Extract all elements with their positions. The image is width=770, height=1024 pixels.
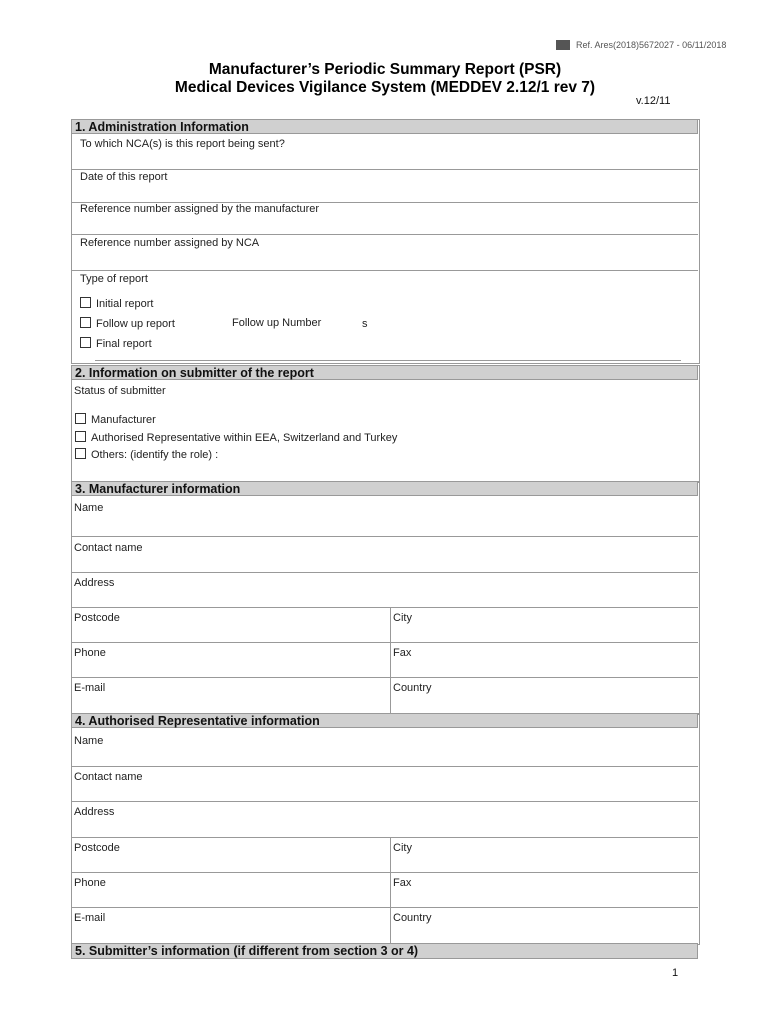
reference-stamp <box>556 40 726 50</box>
s4-phone-label: Phone <box>74 877 106 889</box>
s3-city-label: City <box>393 612 412 624</box>
section3-heading: 3. Manufacturer information <box>71 481 698 496</box>
reference-stamp-text: Ref. Ares(2018)5672027 - 06/11/2018 <box>576 40 727 50</box>
s3-contact-label: Contact name <box>74 542 143 554</box>
s3-address-field[interactable] <box>71 573 698 608</box>
s4-phone-fax-row <box>71 873 698 908</box>
submitter-others-label: Others: (identify the role) : <box>91 449 219 461</box>
s3-email-label: E-mail <box>74 682 106 694</box>
manufacturer-ref-label: Reference number assigned by the manufacturer <box>80 203 320 215</box>
s3-country-label: Country <box>393 682 432 694</box>
followup-report-checkbox[interactable] <box>80 317 91 328</box>
s3-name-field[interactable] <box>71 496 698 537</box>
s4-postcode-label: Postcode <box>74 842 120 854</box>
section1-heading: 1. Administration Information <box>71 119 698 134</box>
s3-email-country-row <box>71 678 698 713</box>
section4-heading: 4. Authorised Representative information <box>71 713 698 728</box>
initial-report-label: Initial report <box>96 298 154 310</box>
s4-address-field[interactable] <box>71 802 698 838</box>
page-number: 1 <box>672 967 679 979</box>
s3-name-label: Name <box>74 502 104 514</box>
submitter-authorised-checkbox[interactable] <box>75 431 86 442</box>
manufacturer-ref-field[interactable] <box>71 203 698 235</box>
version-label: v.12/11 <box>636 95 671 107</box>
section5-heading: 5. Submitter’s information (if different from section 3 or 4) <box>71 943 698 959</box>
s3-postcode-city-row <box>71 608 698 643</box>
submitter-manufacturer-label: Manufacturer <box>91 414 156 426</box>
s3-phone-fax-row <box>71 643 698 678</box>
initial-report-checkbox[interactable] <box>80 297 91 308</box>
final-report-option[interactable] <box>80 337 152 350</box>
submitter-manufacturer-checkbox[interactable] <box>75 413 86 424</box>
s3-postcode-label: Postcode <box>74 612 120 624</box>
nca-ref-field[interactable] <box>71 235 698 271</box>
section2-heading: 2. Information on submitter of the report <box>71 365 698 380</box>
report-date-field[interactable] <box>71 170 698 203</box>
s3-contact-field[interactable] <box>71 537 698 573</box>
followup-number-suffix: s <box>362 318 368 330</box>
s4-postcode-city-row <box>71 838 698 873</box>
page-title: Manufacturer’s Periodic Summary Report (PSR) <box>208 61 562 78</box>
initial-report-option[interactable] <box>80 297 153 310</box>
s3-phone-label: Phone <box>74 647 106 659</box>
section1-bottom-rule <box>95 360 681 361</box>
followup-report-option[interactable] <box>80 317 175 330</box>
s4-email-label: E-mail <box>74 912 106 924</box>
submitter-authorised-label: Authorised Representative within EEA, Switzerland and Turkey <box>91 432 398 444</box>
s4-column-divider <box>390 838 391 943</box>
nca-ref-label: Reference number assigned by NCA <box>80 237 260 249</box>
submitter-others-checkbox[interactable] <box>75 448 86 459</box>
s4-contact-field[interactable] <box>71 767 698 802</box>
report-date-label: Date of this report <box>80 171 168 183</box>
submitter-authorised-option[interactable] <box>75 431 397 444</box>
s4-name-field[interactable] <box>71 728 698 767</box>
s3-column-divider <box>390 608 391 713</box>
page-subtitle: Medical Devices Vigilance System (MEDDEV 2.12/1 rev 7) <box>174 79 596 96</box>
s3-fax-label: Fax <box>393 647 412 659</box>
submitter-manufacturer-option[interactable] <box>75 413 156 426</box>
final-report-label: Final report <box>96 338 152 350</box>
s4-fax-label: Fax <box>393 877 412 889</box>
s4-country-label: Country <box>393 912 432 924</box>
s4-contact-label: Contact name <box>74 771 143 783</box>
report-type-label: Type of report <box>80 273 148 285</box>
submitter-others-option[interactable] <box>75 448 218 461</box>
s4-city-label: City <box>393 842 412 854</box>
final-report-checkbox[interactable] <box>80 337 91 348</box>
stamp-block-icon <box>556 40 570 50</box>
s4-email-country-row <box>71 908 698 943</box>
s3-address-label: Address <box>74 577 115 589</box>
nca-label: To which NCA(s) is this report being sent? <box>80 138 285 150</box>
submitter-status-label: Status of submitter <box>74 385 166 397</box>
section2-frame <box>71 365 700 483</box>
s4-address-label: Address <box>74 806 115 818</box>
nca-field[interactable] <box>71 134 698 170</box>
followup-report-label: Follow up report <box>96 318 175 330</box>
followup-number-label: Follow up Number <box>232 317 322 329</box>
s4-name-label: Name <box>74 735 104 747</box>
